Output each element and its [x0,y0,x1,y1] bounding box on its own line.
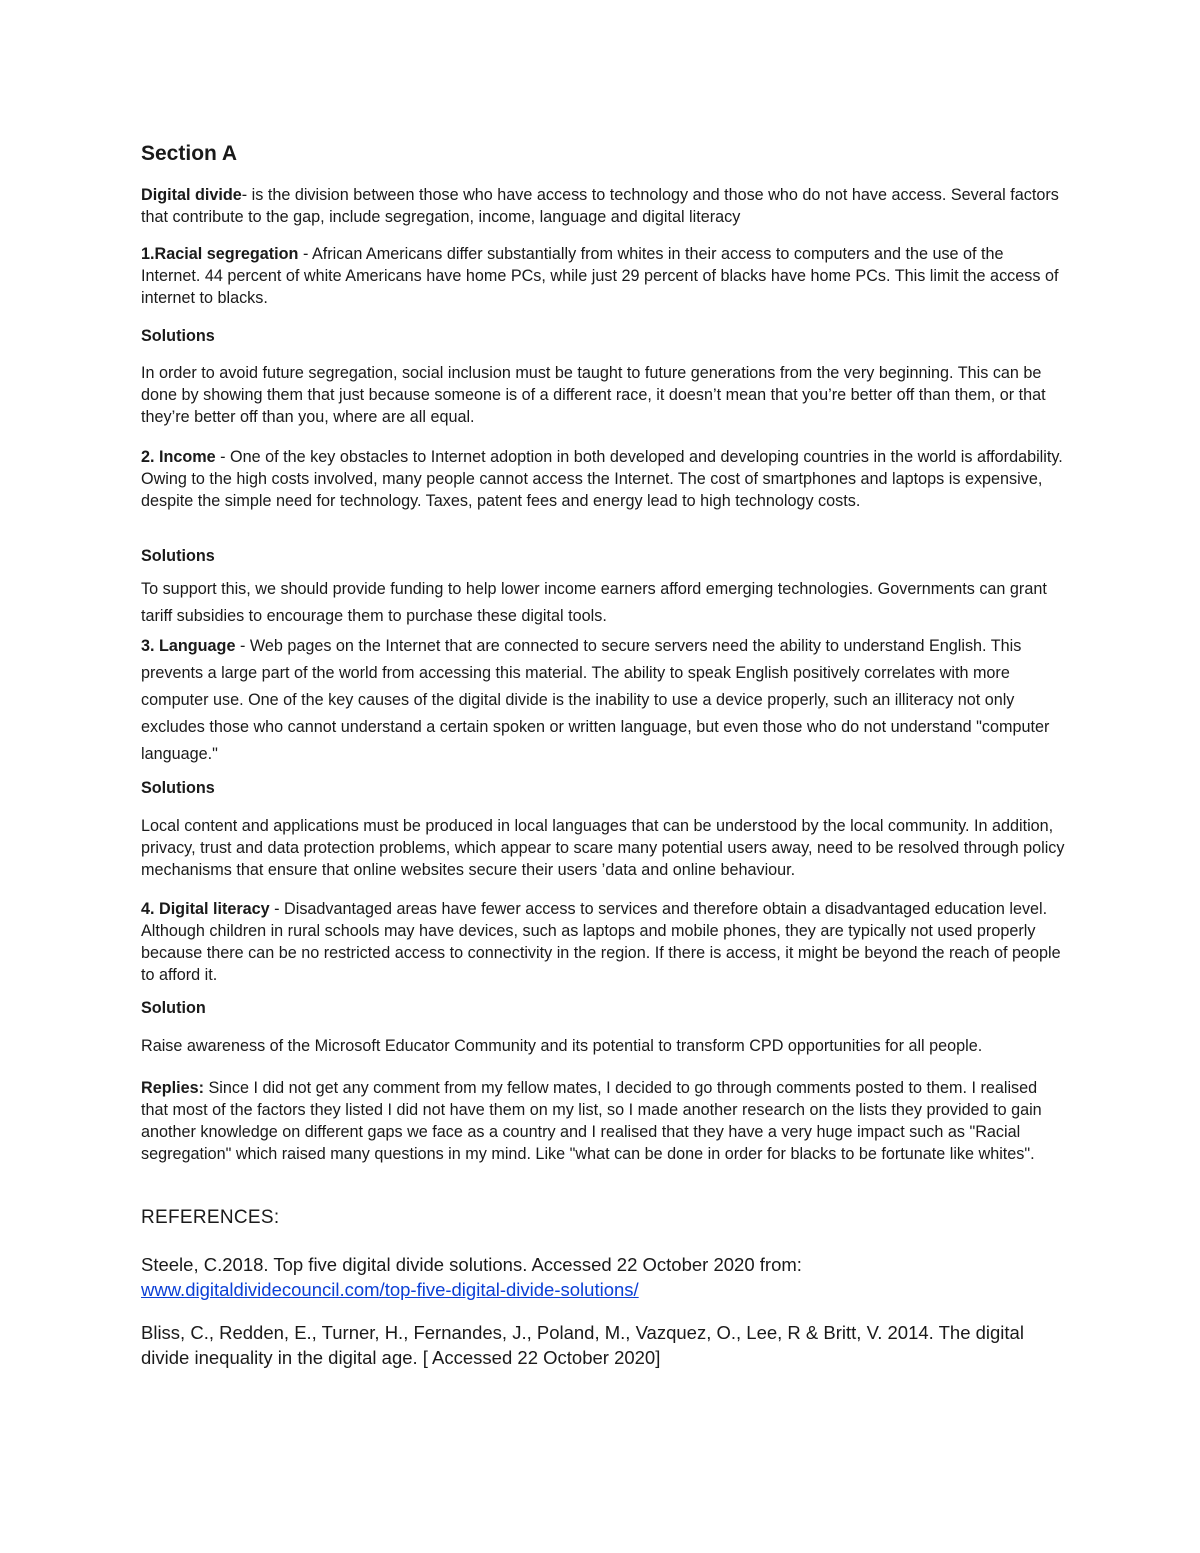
factor-language [141,633,1066,768]
replies-label: Replies: [141,1079,204,1097]
solutions-heading: Solutions [141,779,215,797]
factor-heading: 1.Racial segregation [141,245,299,263]
factor-digital-literacy [141,898,1066,986]
factor-heading: 2. Income [141,448,216,466]
factor-heading: 3. Language [141,637,236,655]
intro-paragraph [141,184,1066,228]
solutions-heading: Solutions [141,547,215,565]
solutions-heading: Solutions [141,327,215,345]
factor-heading: 4. Digital literacy [141,900,270,918]
factor-income [141,446,1066,512]
factor-text: - Disadvantaged areas have fewer access to services and therefore obtain a disadvantaged education level. Although children in rural schools may have devices, such as laptops and mobile phones, they are typically not used properly because there can be no restricted access to connectivity in the region. If there is access, it might be beyond the reach of people to afford it. [141,900,1061,984]
solution-heading: Solution [141,999,206,1017]
references-title: REFERENCES: [141,1207,280,1228]
reference-link[interactable]: www.digitaldividecouncil.com/top-five-digital-divide-solutions/ [141,1279,639,1300]
solution-text: To support this, we should provide funding to help lower income earners afford emerging technologies. Governments can grant tariff subsidies to encourage them to purchase these digital tools. [141,580,1047,625]
factor-text: - Web pages on the Internet that are connected to secure servers need the ability to understand English. This prevents a large part of the world from accessing this material. The ability to speak English positively correlates with more computer use. One of the key causes of the digital divide is the inability to use a device properly, such an illiteracy not only excludes those who cannot understand a certain spoken or written language, but even those who do not understand "computer language." [141,637,1050,763]
reference-item: Bliss, C., Redden, E., Turner, H., Fernandes, J., Poland, M., Vazquez, O., Lee, R & Britt, V. 2014. The digital divide inequality in the digital age. [ Accessed 22 October 2020] [141,1322,1024,1368]
factor-text: - One of the key obstacles to Internet adoption in both developed and developing countries in the world is affordability. Owing to the high costs involved, many people cannot access the Internet. The cost of smartphones and laptops is expensive, despite the simple need for technology. Taxes, patent fees and energy lead to high technology costs. [141,448,1063,510]
section-title: Section A [141,142,238,165]
factor-text: - African Americans differ substantially from whites in their access to computers and the use of the Internet. 44 percent of white Americans have home PCs, while just 29 percent of blacks have home PCs. This limit the access of internet to blacks. [141,245,1059,307]
intro-text: - is the division between those who have access to technology and those who do not have access. Several factors that contribute to the gap, include segregation, income, language and digital literacy [141,186,1059,226]
solution-text: In order to avoid future segregation, social inclusion must be taught to future generations from the very beginning. This can be done by showing them that just because someone is of a different race, it doesn’t mean that you’re better off than them, or that they’re better off than you, where are all equal. [141,364,1046,426]
intro-term: Digital divide [141,186,242,204]
solution-text: Raise awareness of the Microsoft Educator Community and its potential to transform CPD opportunities for all people. [141,1037,983,1055]
solution-text: Local content and applications must be produced in local languages that can be understood by the local community. In addition, privacy, trust and data protection problems, which appear to scare many potential users away, need to be resolved through policy mechanisms that ensure that online websites secure their users ’data and online behaviour. [141,817,1065,879]
reference-item [141,1252,1066,1302]
replies-text: Since I did not get any comment from my fellow mates, I decided to go through comments posted to them. I realised that most of the factors they listed I did not have them on my list, so I made another research on the lists they provided to gain another knowledge on different gaps we face as a country and I realised that they have a very huge impact such as "Racial segregation" which raised many questions in my mind. Like "what can be done in order for blacks to be fortunate like whites". [141,1079,1042,1163]
reference-text: Steele, C.2018. Top five digital divide solutions. Accessed 22 October 2020 from: [141,1254,802,1275]
replies-paragraph [141,1077,1066,1165]
factor-racial-segregation [141,243,1066,309]
